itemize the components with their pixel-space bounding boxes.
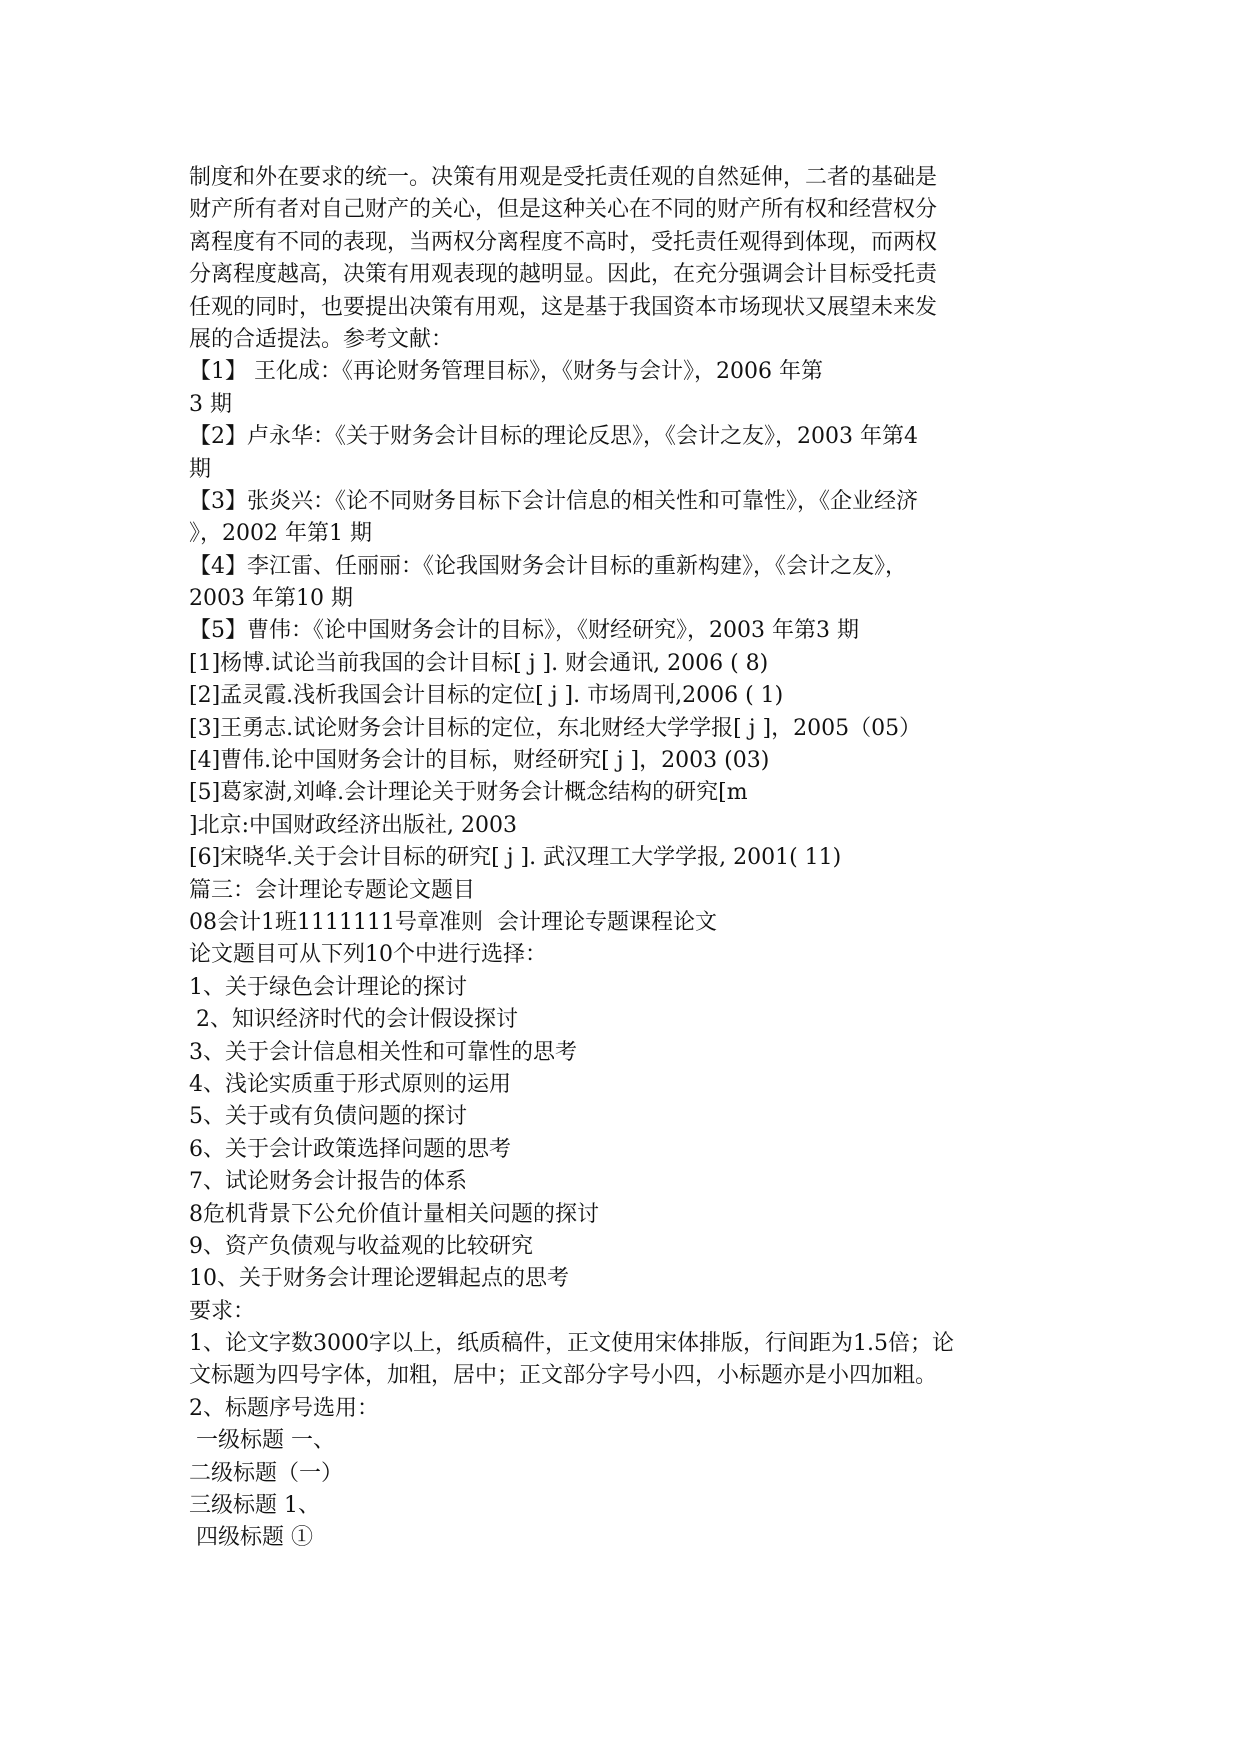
reference-line: [2]孟灵霞.浅析我国会计目标的定位[ j ]. 市场周刊,2006 ( 1): [189, 683, 784, 709]
text-line: 论文题目可从下列10个中进行选择：: [189, 942, 547, 968]
topic-item: 8危机背景下公允价值计量相关问题的探讨: [189, 1201, 599, 1227]
text-line: 分离程度越高，决策有用观表现的越明显。因此，在充分强调会计目标受托责: [189, 262, 938, 288]
topic-item: 4、浅论实质重于形式原则的运用: [189, 1071, 511, 1097]
text-line: 制度和外在要求的统一。决策有用观是受托责任观的自然延伸，二者的基础是: [189, 165, 938, 190]
reference-line: [1]杨博.试论当前我国的会计目标[ j ]. 财会通讯, 2006 ( 8): [189, 650, 769, 676]
text-line: 财产所有者对自己财产的关心，但是这种关心在不同的财产所有权和经营权分: [189, 197, 938, 223]
reference-line: [5]葛家澍,刘峰.会计理论关于财务会计概念结构的研究[m: [189, 780, 748, 806]
reference-line: 【3】张炎兴：《论不同财务目标下会计信息的相关性和可靠性》，《企业经济: [189, 488, 918, 514]
topic-item: 2、知识经济时代的会计假设探讨: [189, 1007, 518, 1033]
reference-line: 【2】卢永华：《关于财务会计目标的理论反思》，《会计之友》，2003 年第4: [189, 424, 918, 450]
topic-item: 9、资产负债观与收益观的比较研究: [189, 1233, 533, 1259]
topic-item: 3、关于会计信息相关性和可靠性的思考: [189, 1039, 577, 1065]
requirement-line: 文标题为四号字体，加粗，居中；正文部分字号小四，小标题亦是小四加粗。: [189, 1363, 938, 1389]
topic-item: 1、关于绿色会计理论的探讨: [189, 974, 467, 1000]
heading-level-line: 四级标题 ①: [189, 1525, 313, 1551]
reference-line: [6]宋晓华.关于会计目标的研究[ j ]. 武汉理工大学学报, 2001( 11): [189, 845, 842, 871]
reference-line: 【5】曹伟：《论中国财务会计的目标》，《财经研究》，2003 年第3 期: [189, 618, 859, 644]
reference-line: 【1】 王化成：《再论财务管理目标》，《财务与会计》，2006 年第: [189, 359, 823, 385]
text-line: 离程度有不同的表现，当两权分离程度不高时，受托责任观得到体现，而两权: [189, 229, 938, 255]
document-body: [189, 162, 1069, 1555]
text-line: 任观的同时，也要提出决策有用观，这是基于我国资本市场现状又展望未来发: [189, 294, 938, 320]
topic-item: 7、试论财务会计报告的体系: [189, 1169, 467, 1195]
topic-item: 5、关于或有负债问题的探讨: [189, 1104, 467, 1130]
reference-line: 【4】李江雷、任丽丽：《论我国财务会计目标的重新构建》，《会计之友》，: [189, 553, 907, 579]
text-line: 展的合适提法。参考文献：: [189, 326, 454, 352]
reference-line: [4]曹伟.论中国财务会计的目标，财经研究[ j ]，2003 (03): [189, 748, 770, 774]
requirement-line: 1、论文字数3000字以上，纸质稿件，正文使用宋体排版，行间距为1.5倍；论: [189, 1331, 954, 1357]
heading-level-line: 三级标题 1、: [189, 1493, 320, 1519]
heading-level-line: 二级标题（一）: [189, 1460, 344, 1486]
text-line: 要求：: [189, 1298, 256, 1324]
topic-item: 10、关于财务会计理论逻辑起点的思考: [189, 1266, 569, 1292]
section-heading: 篇三：会计理论专题论文题目: [189, 877, 476, 903]
text-line: 08会计1班1111111号章准则 会计理论专题课程论文: [189, 909, 717, 935]
reference-line: 》，2002 年第1 期: [189, 521, 372, 547]
reference-line: 3 期: [189, 391, 232, 417]
reference-line: 2003 年第10 期: [189, 586, 353, 612]
reference-line: [3]王勇志.试论财务会计目标的定位，东北财经大学学报[ j ]，2005（05）: [189, 715, 922, 741]
heading-level-line: 一级标题 一、: [189, 1428, 335, 1454]
reference-line: 期: [189, 456, 212, 482]
requirement-line: 2、标题序号选用：: [189, 1395, 379, 1421]
topic-item: 6、关于会计政策选择问题的思考: [189, 1136, 511, 1162]
reference-line: ]北京:中国财政经济出版社, 2003: [189, 812, 517, 838]
